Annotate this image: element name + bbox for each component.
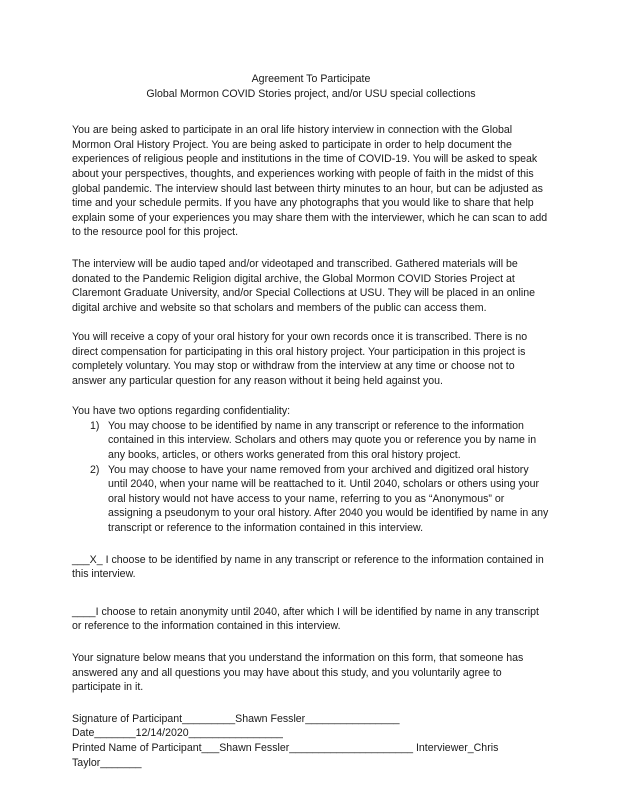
option-number: 1) [90, 419, 100, 432]
interviewer-continuation-line[interactable]: Taylor_______ [72, 756, 142, 769]
choice-anonymous [72, 605, 550, 634]
choice-identified [72, 553, 550, 582]
option-text: You may choose to be identified by name in any transcript or reference to the information contained in this interview. Scholars and others may quote you or reference you by name in any books, articles, or others works generated from this oral history project. [108, 419, 537, 462]
signature-statement: Your signature below means that you understand the information on this form, that someone has answered any and all questions you may have about this study, and you voluntarily agree to participate in it. [72, 652, 524, 694]
compensation-paragraph: You will receive a copy of your oral history for your own records once it is transcribed. There is no direct compensation for participating in this oral history project. Your participation in this project is completely voluntary. You may stop or withdraw from the interview at any time or choose not to answer any particular question for any reason without it being held against you. [72, 330, 528, 387]
option-number: 2) [90, 463, 100, 476]
choice-text-identified: I choose to be identified by name in any transcript or reference to the information contained in this interview. [72, 553, 544, 581]
choice-text-anonymous: I choose to retain anonymity until 2040, after which I will be identified by name in any transcript or reference to the information contained in this interview. [72, 605, 539, 633]
consent-document [72, 72, 550, 770]
option-text: You may choose to have your name removed from your archived and digitized oral history until 2040, when your name will be reattached to it. Until 2040, scholars or others using your oral history would not have access to your name, referring to you as “Anonymous” or assigning a pseudonym to your oral history. After 2040 you would be identified by name in any transcript or reference to the information contained in this interview. [108, 463, 549, 535]
recording-paragraph: The interview will be audio taped and/or videotaped and transcribed. Gathered materials will be donated to the Pandemic Religion digital archive, the Global Mormon COVID Stories Project at Claremont Graduate University, and/or Special Collections at USU. They will be placed in an online digital archive and website so that scholars and members of the public can access them. [72, 257, 536, 314]
options-intro: You have two options regarding confidentiality: [72, 405, 291, 418]
document-title: Agreement To Participate [251, 73, 371, 85]
intro-paragraph: You are being asked to participate in an oral life history interview in connection with the Global Mormon Oral History Project. You are being asked to participate in order to help document the experiences of religious people and institutions in the time of COVID-19. You will be asked to speak about your perspectives, thoughts, and experiences working with people of faith in the midst of this global pandemic. The interview should last between thirty minutes to an hour, but can be adjusted as time and your schedule permits. If you have any photographs that you would like to share that help explain some of your experiences you may share them with the interviewer, which he can scan to add to the resource pool for this project. [72, 124, 548, 239]
date-line[interactable]: Date_______12/14/2020________________ [72, 727, 283, 740]
choice-mark-identified[interactable]: ___X_ [72, 553, 103, 566]
printed-name-line[interactable]: Printed Name of Participant___Shawn Fessler_____________________ Interviewer_Chris [72, 741, 499, 754]
signature-line[interactable]: Signature of Participant_________Shawn Fessler________________ [72, 712, 400, 725]
document-subtitle: Global Mormon COVID Stories project, and/or USU special collections [146, 87, 476, 100]
signature-block [72, 712, 550, 770]
option-item [72, 463, 550, 536]
choice-mark-anonymous[interactable]: ____ [72, 605, 96, 618]
confidentiality-options-list [72, 419, 550, 536]
option-item [72, 419, 550, 463]
